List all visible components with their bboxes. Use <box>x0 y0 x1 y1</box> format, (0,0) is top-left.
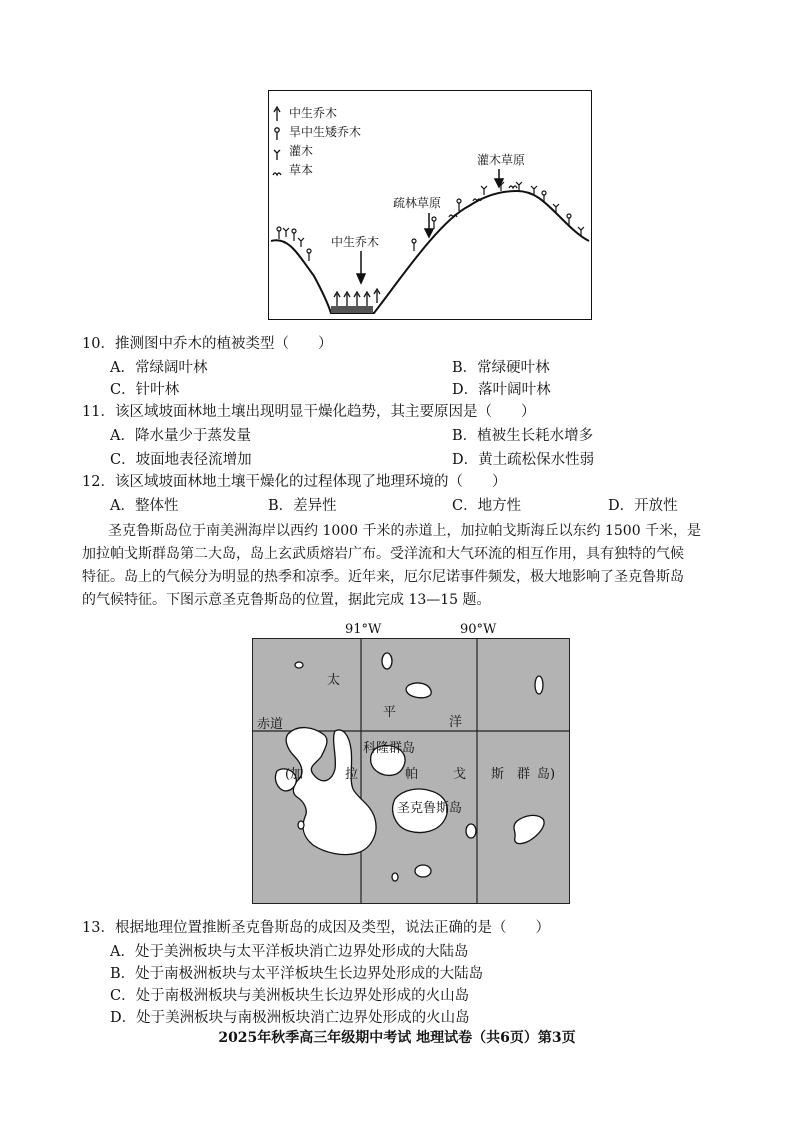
map-label-ocean-2: 平 <box>383 705 397 720</box>
label-sparse-forest-grassland: 疏林草原 <box>393 196 442 210</box>
passage-line-3: 特征。岛上的气候分为明显的热季和凉季。近年来，厄尔尼诺事件频发，极大地影响了圣克鲁斯岛 <box>82 569 684 585</box>
question-10-option-a: A．常绿阔叶林 <box>110 360 208 376</box>
map-label-archipelago-7: 岛) <box>537 767 556 782</box>
question-10-stem: 10．推测图中乔木的植被类型（ ） <box>82 336 333 352</box>
question-12-option-d: D．开放性 <box>608 498 678 514</box>
map-label-archipelago-5: 斯 <box>491 767 505 782</box>
label-shrub-grassland: 灌木草原 <box>477 153 526 167</box>
question-13-option-a: A．处于美洲板块与太平洋板块消亡边界处形成的大陆岛 <box>110 944 469 960</box>
question-10-option-b: B．常绿硬叶林 <box>452 360 550 376</box>
question-12-option-b: B．差异性 <box>268 498 337 514</box>
map-label-archipelago-6: 群 <box>517 767 531 782</box>
question-13-stem: 13．根据地理位置推断圣克鲁斯岛的成因及类型，说法正确的是（ ） <box>82 920 550 936</box>
legend-shrub: 灌木 <box>289 144 314 158</box>
galapagos-map <box>252 638 570 904</box>
passage-line-4: 的气候特征。下图示意圣克鲁斯岛的位置，据此完成 13—15 题。 <box>82 592 491 608</box>
map-longitude-91w: 91°W <box>345 622 382 637</box>
map-label-ocean-1: 太 <box>327 673 341 688</box>
vegetation-slope-figure <box>268 90 592 320</box>
question-10-option-d: D．落叶阔叶林 <box>452 382 551 398</box>
question-11-stem: 11．该区域坡面林地土壤出现明显干燥化趋势，其主要原因是（ ） <box>82 404 536 420</box>
map-label-archipelago-2: 拉 <box>345 767 359 782</box>
label-mesophytic-trees: 中生乔木 <box>331 235 380 249</box>
map-label-archipelago-1: (加 <box>285 767 304 782</box>
legend-herb: 草本 <box>289 163 314 177</box>
passage-line-2: 加拉帕戈斯群岛第二大岛，岛上玄武质熔岩广布。受洋流和大气环流的相互作用，具有独特的气候 <box>82 546 684 562</box>
question-11-option-d: D．黄土疏松保水性弱 <box>452 452 595 468</box>
passage-line-1: 圣克鲁斯岛位于南美洲海岸以西约 1000 千米的赤道上，加拉帕戈斯海丘以东约 1500 千米，是 <box>108 523 702 539</box>
map-label-ocean-3: 洋 <box>449 715 463 730</box>
map-longitude-90w: 90°W <box>460 622 497 637</box>
question-12-option-a: A．整体性 <box>110 498 179 514</box>
page-footer: 2025年秋季高三年级期中考试 地理试卷（共6页）第3页 <box>218 1030 576 1046</box>
question-13-option-c: C．处于南极洲板块与美洲板块生长边界处形成的火山岛 <box>110 988 470 1004</box>
question-12-stem: 12．该区域坡面林地土壤干燥化的过程体现了地理环境的（ ） <box>82 474 507 490</box>
map-label-cologne-islands: 科隆群岛 <box>363 741 416 756</box>
map-label-equator: 赤道 <box>257 717 284 732</box>
question-10-option-c: C．针叶林 <box>110 382 180 398</box>
question-11-option-a: A．降水量少于蒸发量 <box>110 428 251 444</box>
legend-mesophytic-tree: 中生乔木 <box>289 106 338 120</box>
legend-xeromesophytic-dwarf-tree: 旱中生矮乔木 <box>289 125 362 139</box>
question-13-option-d: D．处于美洲板块与南极洲板块消亡边界处形成的火山岛 <box>110 1010 470 1026</box>
map-label-santa-cruz: 圣克鲁斯岛 <box>397 801 463 816</box>
question-13-option-b: B．处于南极洲板块与太平洋板块生长边界处形成的大陆岛 <box>110 966 484 982</box>
question-11-option-b: B．植被生长耗水增多 <box>452 428 594 444</box>
map-label-archipelago-4: 戈 <box>453 767 467 782</box>
question-12-option-c: C．地方性 <box>452 498 522 514</box>
map-label-archipelago-3: 帕 <box>405 767 419 782</box>
question-11-option-c: C．坡面地表径流增加 <box>110 452 252 468</box>
